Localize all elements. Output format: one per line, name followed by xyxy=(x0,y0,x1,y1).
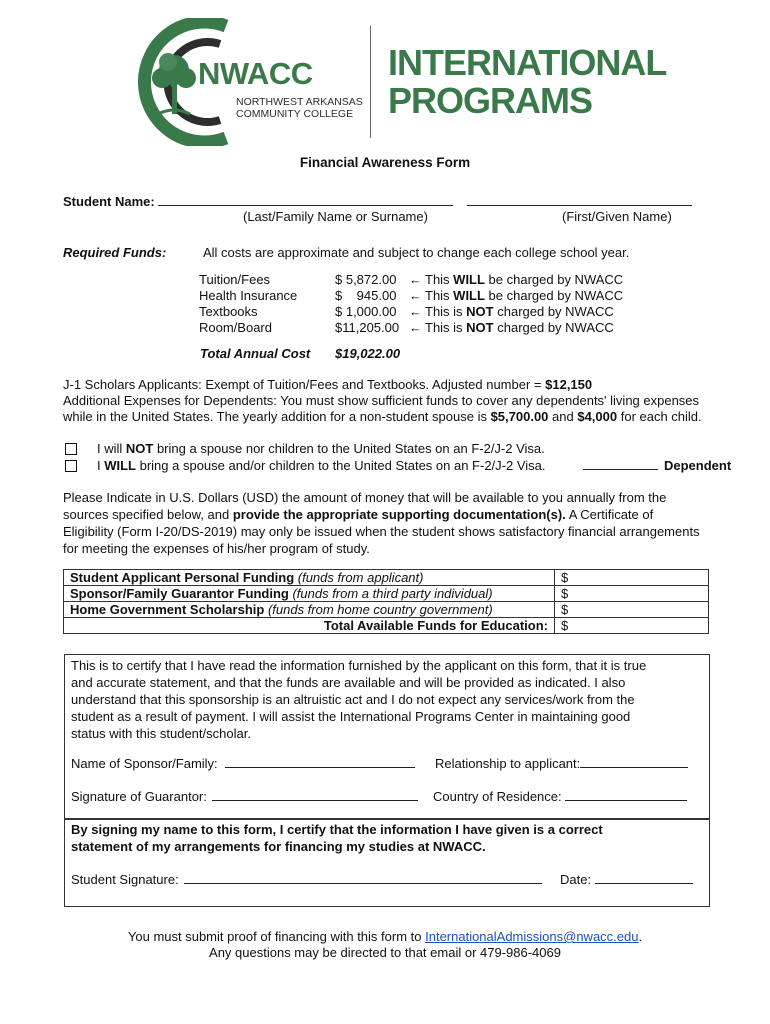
dependents-note-text: while in the United States. The yearly addition for a non-student spouse is xyxy=(63,409,491,424)
dependents-note-line1: Additional Expenses for Dependents: You must show sufficient funds to cover any dependents' living expenses xyxy=(63,393,700,408)
indicate-l2-pre: sources specified below, and xyxy=(63,507,233,522)
cost-arrow-icon: ← xyxy=(409,272,422,287)
funding-amount[interactable]: $ xyxy=(555,602,709,618)
cost-item: Health Insurance xyxy=(199,288,298,303)
student-signature-row xyxy=(71,871,542,887)
cost-item: Tuition/Fees xyxy=(199,272,271,287)
cost-amount: $ 1,000.00 xyxy=(335,304,397,319)
with-dependents-checkbox[interactable] xyxy=(65,460,77,472)
first-name-caption: (First/Given Name) xyxy=(562,209,672,224)
funding-row xyxy=(64,602,709,618)
last-name-field[interactable] xyxy=(158,193,453,206)
program-title-line1: INTERNATIONAL xyxy=(388,42,667,83)
cost-item: Textbooks xyxy=(199,304,258,319)
guarantor-signature-field[interactable] xyxy=(212,788,418,801)
funding-amount[interactable]: $ xyxy=(555,586,709,602)
header-divider xyxy=(370,26,371,138)
opt1-emph: NOT xyxy=(125,441,154,456)
certify-line2: and accurate statement, and that the funds are available and will be provided as indicated. I also xyxy=(71,675,626,690)
cost-arrow-icon: ← xyxy=(409,304,422,319)
footer-post: . xyxy=(638,929,643,944)
sponsor-certification-text xyxy=(71,657,646,742)
cost-amount: $ 945.00 xyxy=(335,288,397,303)
cost-charge-pre: This xyxy=(425,288,454,303)
dependents-post: for each child. xyxy=(617,409,702,424)
indicate-line2 xyxy=(63,507,653,522)
logo-subtitle-line1: NORTHWEST ARKANSAS xyxy=(236,96,363,108)
cost-charge-pre: This is xyxy=(425,304,467,319)
cost-charge-pre: This is xyxy=(425,320,467,335)
cost-charge-note xyxy=(425,304,614,319)
cost-charge-note xyxy=(425,272,623,287)
funding-source-label: Student Applicant Personal Funding xyxy=(70,570,295,585)
cost-charge-emph: NOT xyxy=(466,320,494,335)
footer-submit-note xyxy=(0,929,770,944)
with-dependents-option xyxy=(97,458,546,473)
student-certify-line1: By signing my name to this form, I certify that the information I have given is a correct xyxy=(71,822,603,837)
funding-source xyxy=(64,570,555,586)
student-name-row xyxy=(63,193,713,209)
student-signature-label: Student Signature: xyxy=(71,872,179,887)
total-funds-row xyxy=(64,618,709,634)
logo-abbreviation: NWACC xyxy=(198,56,313,91)
funding-source-label: Sponsor/Family Guarantor Funding xyxy=(70,586,289,601)
last-name-caption: (Last/Family Name or Surname) xyxy=(243,209,428,224)
funding-source-note: (funds from home country government) xyxy=(264,602,493,617)
form-title: Financial Awareness Form xyxy=(299,155,471,170)
indicate-l2-bold: provide the appropriate supporting documentation(s). xyxy=(232,507,566,522)
cost-charge-post: charged by NWACC xyxy=(493,304,614,319)
cost-charge-note xyxy=(425,288,623,303)
cost-row xyxy=(199,288,679,304)
cost-charge-post: be charged by NWACC xyxy=(484,288,624,303)
indicate-line3: Eligibility (Form I-20/DS-2019) may only be issued when the student shows satisfactory financial arrangements xyxy=(63,524,700,539)
cost-charge-pre: This xyxy=(425,272,454,287)
no-dependents-checkbox[interactable] xyxy=(65,443,77,455)
logo-subtitle-line2: COMMUNITY COLLEGE xyxy=(236,108,354,120)
cost-charge-emph: WILL xyxy=(453,272,485,287)
cost-charge-emph: WILL xyxy=(453,288,485,303)
country-row xyxy=(433,788,687,804)
funding-source-note: (funds from applicant) xyxy=(294,570,424,585)
required-funds-label: Required Funds: xyxy=(63,245,167,260)
cost-charge-emph: NOT xyxy=(466,304,494,319)
no-dependents-option xyxy=(97,441,545,456)
guarantor-signature-row xyxy=(71,788,418,804)
date-field[interactable] xyxy=(595,871,693,884)
funding-source xyxy=(64,586,555,602)
cost-row xyxy=(199,320,679,336)
total-annual-cost-label: Total Annual Cost xyxy=(200,346,311,361)
j1-amount: $12,150 xyxy=(545,377,593,392)
cost-amount: $ 5,872.00 xyxy=(335,272,397,287)
total-funds-amount[interactable]: $ xyxy=(555,618,709,634)
j1-note xyxy=(63,377,592,392)
cost-row xyxy=(199,304,679,320)
certify-line1: This is to certify that I have read the information furnished by the applicant on this form, that it is true xyxy=(71,658,647,673)
student-section-divider xyxy=(64,818,710,820)
first-name-field[interactable] xyxy=(467,193,692,206)
total-funds-label: Total Available Funds for Education: xyxy=(64,618,555,634)
opt2-pre: I xyxy=(97,458,105,473)
sponsor-name-label: Name of Sponsor/Family: xyxy=(71,756,218,771)
dependent-count-field[interactable] xyxy=(583,457,658,470)
footer-pre: You must submit proof of financing with this form to xyxy=(127,929,426,944)
cost-item: Room/Board xyxy=(199,320,272,335)
indicate-l2-post: A Certificate of xyxy=(565,507,654,522)
cost-arrow-icon: ← xyxy=(409,320,422,335)
certify-line4: student as a result of payment. I will assist the International Programs Center in maintaining good xyxy=(71,709,631,724)
certify-line3: understand that this sponsorship is an altruistic act and I do not expect any services/work from the xyxy=(71,692,635,707)
cost-charge-note xyxy=(425,320,614,335)
relationship-field[interactable] xyxy=(580,755,688,768)
funding-source-label: Home Government Scholarship xyxy=(70,602,265,617)
cost-charge-post: be charged by NWACC xyxy=(484,272,624,287)
cost-charge-post: charged by NWACC xyxy=(493,320,614,335)
costs-note: All costs are approximate and subject to change each college school year. xyxy=(203,245,630,260)
student-name-label: Student Name: xyxy=(63,194,155,209)
funding-amount[interactable]: $ xyxy=(555,570,709,586)
dependent-label: Dependent xyxy=(664,458,732,473)
indicate-line4: for meeting the expenses of his/her program of study. xyxy=(63,541,370,556)
funding-row xyxy=(64,570,709,586)
date-row xyxy=(560,871,693,887)
opt1-pre: I will xyxy=(97,441,126,456)
student-signature-field[interactable] xyxy=(184,871,542,884)
dependents-note-line2 xyxy=(63,409,702,424)
dependents-and: and xyxy=(548,409,578,424)
spouse-amount: $5,700.00 xyxy=(490,409,549,424)
country-field[interactable] xyxy=(565,788,687,801)
opt2-post: bring a spouse and/or children to the United States on an F-2/J-2 Visa. xyxy=(136,458,546,473)
child-amount: $4,000 xyxy=(577,409,618,424)
j1-text: J-1 Scholars Applicants: Exempt of Tuition/Fees and Textbooks. Adjusted number = xyxy=(63,377,546,392)
funding-source-note: (funds from a third party individual) xyxy=(288,586,493,601)
indicate-line1: Please Indicate in U.S. Dollars (USD) the amount of money that will be available to you annually from the xyxy=(63,490,667,505)
program-title-line2: PROGRAMS xyxy=(388,80,593,121)
cost-amount: $11,205.00 xyxy=(335,320,400,335)
relationship-row xyxy=(435,755,688,771)
opt2-emph: WILL xyxy=(104,458,136,473)
footer-contact-note: Any questions may be directed to that email or 479-986-4069 xyxy=(209,945,561,960)
admissions-email-link[interactable]: InternationalAdmissions@nwacc.edu xyxy=(425,929,639,944)
certify-line5: status with this student/scholar. xyxy=(71,726,251,741)
tree-icon xyxy=(152,53,196,114)
funding-row xyxy=(64,586,709,602)
cost-row xyxy=(199,272,679,288)
country-label: Country of Residence: xyxy=(433,789,562,804)
total-annual-cost-value: $19,022.00 xyxy=(335,346,401,361)
cost-table xyxy=(199,272,679,336)
date-label: Date: xyxy=(560,872,592,887)
guarantor-signature-label: Signature of Guarantor: xyxy=(71,789,207,804)
cost-arrow-icon: ← xyxy=(409,288,422,303)
sponsor-name-row xyxy=(71,755,415,771)
funding-source xyxy=(64,602,555,618)
relationship-label: Relationship to applicant: xyxy=(435,756,581,771)
funding-table xyxy=(63,569,709,634)
sponsor-name-field[interactable] xyxy=(225,755,415,768)
student-certify-line2: statement of my arrangements for financing my studies at NWACC. xyxy=(71,839,486,854)
opt1-post: bring a spouse nor children to the United States on an F-2/J-2 Visa. xyxy=(153,441,545,456)
